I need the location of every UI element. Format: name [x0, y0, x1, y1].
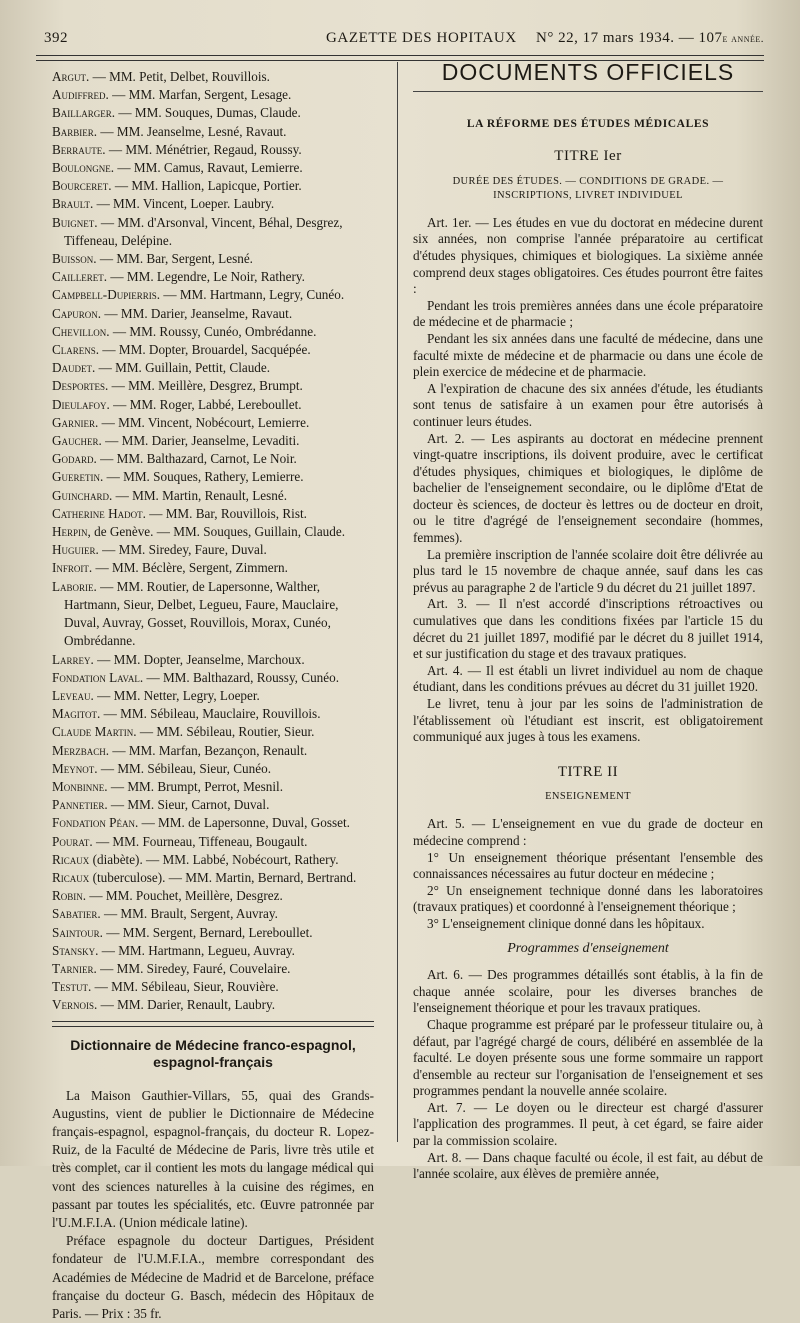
prize-name: Baillarger. — [52, 105, 116, 121]
jury-members: — MM. d'Arsonval, Vincent, Béhal, Desgrez, Tiffeneau, Delépine. — [64, 214, 343, 248]
prize-name: Capuron. — [52, 305, 102, 321]
prize-name: Cailleret. — [52, 269, 108, 285]
jury-entry — [52, 796, 374, 814]
prize-name: Audiffred. — [52, 87, 109, 103]
jury-entry — [52, 468, 374, 486]
jury-members: — MM. Darier, Jeanselme, Levaditi. — [101, 433, 300, 449]
prize-name: Gueretin. — [52, 469, 104, 485]
article-7: Art. 7. — Le doyen ou le directeur est chargé d'assurer l'application des programmes. Il peut, à cet égard, se faire aider par la commission scolaire. — [413, 1099, 763, 1149]
prize-name: Tarnier. — [52, 960, 97, 976]
jury-entry — [52, 905, 374, 923]
prize-name: Chevillon. — [52, 323, 110, 339]
article-1-b: Pendant les trois premières années dans une école préparatoire de médecine et de pharmacie ; — [413, 297, 763, 330]
article-6-b: Chaque programme est préparé par le professeur titulaire ou, à défaut, par l'agrégé chargé de cours, délibéré en assemblée de la faculté. Le doyen présente sous une forme sommaire un rapport d'ensemble au recteur sur l'organisation de l'enseignement et ses programmes pendant la nouvelle année scolaire. — [413, 1016, 763, 1099]
prize-name: Dieulafoy. — [52, 396, 110, 412]
jury-members: — MM. Dopter, Brouardel, Sacquépée. — [99, 342, 311, 358]
article-5-item-1: 1° Un enseignement théorique présentant l'ensemble des connaissances nécessaires au futur docteur en médecine ; — [413, 849, 763, 882]
jury-entry — [52, 559, 374, 577]
jury-entry — [52, 960, 374, 978]
programmes-heading: Programmes d'enseignement — [507, 940, 669, 956]
jury-entry — [52, 432, 374, 450]
jury-entry — [52, 268, 374, 286]
jury-members: — MM. Siredey, Fauré, Couvelaire. — [96, 960, 291, 976]
reform-heading: LA RÉFORME DES ÉTUDES MÉDICALES — [466, 117, 710, 130]
prize-name: Catherine Hadot. — [52, 505, 146, 521]
prize-name: Huguier. — [52, 542, 99, 558]
jury-members: — MM. Siredey, Faure, Duval. — [98, 542, 267, 558]
prize-name: Robin. — [52, 888, 87, 904]
jury-entry — [52, 869, 374, 887]
article-1-d: A l'expiration de chacune des six années d'étude, les étudiants sont tenus de satisfaire à un examen pour être autorisés à continuer leurs études. — [413, 380, 763, 429]
prize-name: Magitot. — [52, 706, 101, 722]
prize-name: Leveau. — [52, 687, 94, 703]
jury-entry — [52, 778, 374, 796]
jury-members: — MM. Dopter, Jeanselme, Marchoux. — [93, 651, 305, 667]
prize-name: Stansky. — [52, 942, 99, 958]
jury-entry — [52, 177, 374, 195]
jury-entry — [52, 742, 374, 760]
prize-name: Larrey. — [52, 651, 94, 667]
jury-entry — [52, 705, 374, 723]
prize-name: Daudet. — [52, 360, 96, 376]
jury-members: — MM. Brumpt, Perrot, Mesnil. — [107, 778, 283, 794]
prize-name: Ricaux — [52, 851, 90, 867]
article-2: Art. 2. — Les aspirants au doctorat en médecine prennent vingt-quatre inscriptions, ils doivent produire, avec le certificat d'études physiques, chimiques et biologiques, le diplôme de bachelier de l'enseignement secondaire, ou le diplôme d'Etat de docteur ès sciences, de docteur ès lettres ou de docteur en droit, ou le titre d'agrégé de l'enseignement secondaire (hommes, femmes). — [413, 430, 763, 546]
jury-entry — [52, 104, 374, 122]
jury-entry — [52, 159, 374, 177]
prize-name: Godard. — [52, 451, 97, 467]
jury-members: — MM. de Lapersonne, Duval, Gosset. — [138, 815, 350, 831]
prize-name: Garnier. — [52, 414, 99, 430]
jury-members: — MM. Darier, Jeanselme, Ravaut. — [101, 305, 293, 321]
titre-1-subheading: DURÉE DES ÉTUDES. — CONDITIONS DE GRADE. — INSCRIPTIONS, LIVRET INDIVIDUEL — [452, 175, 724, 201]
jury-members: — MM. Netter, Legry, Loeper. — [93, 687, 260, 703]
jury-members: — MM. Sieur, Carnot, Duval. — [107, 797, 270, 813]
page-number: 392 — [44, 30, 68, 46]
jury-members: — MM. Hallion, Lapicque, Portier. — [111, 178, 302, 194]
jury-members: — MM. Sébileau, Sieur, Cunéo. — [97, 760, 271, 776]
jury-entry — [52, 924, 374, 942]
prize-name: Argut. — [52, 69, 90, 84]
jury-members: — MM. Ménétrier, Regaud, Roussy. — [105, 141, 302, 157]
prize-name: Testut. — [52, 979, 92, 995]
titre-2-heading: TITRE II — [557, 763, 619, 780]
jury-members: — MM. Fourneau, Tiffeneau, Bougault. — [92, 833, 308, 849]
section-separator — [52, 1021, 374, 1027]
jury-entry — [52, 978, 374, 996]
prize-name: Monbinne. — [52, 778, 108, 794]
jury-members: — MM. Bar, Sergent, Lesné. — [96, 251, 253, 267]
jury-entry — [52, 814, 374, 832]
prize-name: Meynot. — [52, 760, 98, 776]
issue-info: N° 22, 17 mars 1934. — 107e année. — [536, 30, 764, 46]
prize-name: Laborie. — [52, 578, 97, 594]
jury-members: — MM. Camus, Ravaut, Lemierre. — [114, 160, 303, 176]
jury-entry — [52, 214, 374, 250]
jury-members: — MM. Balthazard, Carnot, Le Noir. — [96, 451, 297, 467]
jury-members: — MM. Béclère, Sergent, Zimmern. — [92, 560, 288, 576]
jury-members: — MM. Brault, Sergent, Auvray. — [100, 906, 278, 922]
jury-members: — MM. Petit, Delbet, Rouvillois. — [89, 69, 270, 84]
jury-entry — [52, 323, 374, 341]
jury-members: (tuberculose). — MM. Martin, Bernard, Bertrand. — [89, 869, 357, 885]
jury-members: — MM. Hartmann, Legry, Cunéo. — [160, 287, 345, 303]
jury-entry — [52, 414, 374, 432]
article-1: Art. 1er. — Les études en vue du doctorat en médecine durent six années, non comprise l'année préparatoire au certificat d'études physiques, chimiques et biologiques. La sixième année comprend deux stages obligatoires. Ces études pourront être faites : — [413, 214, 763, 297]
jury-entry — [52, 833, 374, 851]
dictionary-paragraph: La Maison Gauthier-Villars, 55, quai des Grands-Augustins, vient de publier le Dictionnaire de Médecine français-espagnol, espagnol-français, du docteur R. Lopez-Ruiz, de la Faculté de Médecine de Paris, livre très utile et très complet, car il contient les mots du langage médical qui vont des sciences naturelles à la cuisine des régimes, en passant par toutes les spécialités, etc. Œuvre patronnée par l'U.M.F.I.A. (Union médicale latine). — [52, 1087, 374, 1230]
jury-entry — [52, 669, 374, 687]
jury-entry — [52, 341, 374, 359]
prize-name: Bourceret. — [52, 178, 112, 194]
jury-entry — [52, 250, 374, 268]
prize-name: Buignet. — [52, 214, 98, 230]
section-title: DOCUMENTS OFFICIELS — [441, 59, 735, 85]
jury-entry — [52, 723, 374, 741]
article-2-b: La première inscription de l'année scolaire doit être délivrée au plus tard le 15 novembre de chaque année, sauf dans les cas prévus au paragraphe 2 de l'article 9 du décret du 21 juillet 1897. — [413, 546, 763, 595]
jury-entry — [52, 760, 374, 778]
jury-entry — [52, 450, 374, 468]
prize-name: Saintour. — [52, 924, 103, 940]
prize-name: Buisson. — [52, 251, 97, 267]
jury-entry — [52, 286, 374, 304]
jury-members: — MM. Balthazard, Roussy, Cunéo. — [143, 669, 339, 685]
article-5-item-2: 2° Un enseignement technique donné dans les laboratoires (travaux pratiques) et coordonné à l'enseignement théorique ; — [413, 882, 763, 915]
prize-name: Pannetier. — [52, 797, 108, 813]
jury-members: — MM. Guillain, Pettit, Claude. — [95, 360, 271, 376]
jury-entry — [52, 505, 374, 523]
titre-2-subheading: ENSEIGNEMENT — [545, 791, 631, 803]
prize-name: Berraute. — [52, 141, 106, 157]
jury-members: — MM. Pouchet, Meillère, Desgrez. — [86, 888, 283, 904]
jury-entry — [52, 541, 374, 559]
prize-name: Fondation Laval. — [52, 669, 144, 685]
left-column — [52, 68, 374, 1323]
jury-members: — MM. Martin, Renault, Lesné. — [112, 487, 288, 503]
jury-entry — [52, 942, 374, 960]
jury-members: — MM. Meillère, Desgrez, Brumpt. — [108, 378, 303, 394]
prize-name: Gaucher. — [52, 433, 102, 449]
jury-members: — MM. Jeanselme, Lesné, Ravaut. — [97, 123, 287, 139]
prize-name: Barbier. — [52, 123, 98, 139]
prize-name: Campbell-Dupierris. — [52, 287, 161, 303]
jury-entry — [52, 68, 374, 86]
jury-members: — MM. Legendre, Le Noir, Rathery. — [107, 269, 305, 285]
jury-members: — MM. Sébileau, Sieur, Rouvière. — [91, 979, 279, 995]
dictionary-preface-paragraph: Préface espagnole du docteur Dartigues, Président fondateur de l'U.M.F.I.A., membre correspondant des Académies de Médecine de Madrid et de Barcelone, préface française du docteur G. Basch, médecin des Hôpitaux de Paris. — Prix : 35 fr. — [52, 1233, 374, 1321]
prize-name: Claude Martin. — [52, 724, 137, 740]
jury-members: — MM. Sébileau, Mauclaire, Rouvillois. — [100, 706, 321, 722]
jury-members: — MM. Roussy, Cunéo, Ombrédanne. — [109, 323, 317, 339]
titre-1-heading: TITRE Ier — [554, 148, 622, 165]
article-4: Art. 4. — Il est établi un livret individuel au nom de chaque étudiant, dans les conditions prévues au décret du 31 juillet 1920. — [413, 662, 763, 695]
jury-entry — [52, 195, 374, 213]
prize-name: Brault. — [52, 196, 94, 212]
running-header — [36, 30, 764, 52]
jury-entry — [52, 377, 374, 395]
prize-name: Merzbach. — [52, 742, 110, 758]
right-column — [413, 59, 763, 1183]
jury-entry — [52, 359, 374, 377]
jury-entry — [52, 687, 374, 705]
jury-entry — [52, 523, 374, 541]
prize-name: Desportes. — [52, 378, 109, 394]
jury-members: — MM. Souques, Rathery, Lemierre. — [103, 469, 304, 485]
column-divider — [397, 62, 398, 1142]
prize-name: Guinchard. — [52, 487, 113, 503]
journal-title: GAZETTE DES HOPITAUX — [326, 30, 517, 46]
article-5-item-3: 3° L'enseignement clinique donné dans les hôpitaux. — [427, 915, 705, 931]
jury-members: — MM. Sergent, Bernard, Lereboullet. — [102, 924, 313, 940]
jury-members: — MM. Vincent, Nobécourt, Lemierre. — [98, 414, 310, 430]
article-5-list — [413, 850, 763, 933]
article-1-c: Pendant les six années dans une faculté de médecine, dans une faculté mixte de médecine et de pharmacie ou dans une école de plein exercice de médecine et de pharmacie. — [413, 330, 763, 380]
jury-entry — [52, 651, 374, 669]
jury-entry — [52, 487, 374, 505]
article-6: Art. 6. — Des programmes détaillés sont établis, à la fin de chaque année scolaire, pour les diverses branches de l'enseignement théorique et pour les travaux pratiques. — [413, 967, 763, 1016]
jury-members: , de Genève. — MM. Souques, Guillain, Claude. — [87, 524, 346, 540]
jury-members: — MM. Marfan, Sergent, Lesage. — [108, 87, 292, 103]
jury-members: — MM. Hartmann, Legueu, Auvray. — [98, 942, 295, 958]
dictionary-heading: Dictionnaire de Médecine franco-espagnol, espagnol-français — [70, 1036, 356, 1070]
prize-name: Pourat. — [52, 833, 93, 849]
jury-members: — MM. Routier, de Lapersonne, Walther, Hartmann, Sieur, Delbet, Legueu, Faure, Mauclaire, Duval, Auvray, Gosset, Rouvillois, Morax, Cunéo, Ombrédanne. — [64, 578, 339, 649]
prize-name: Boulongne. — [52, 160, 115, 176]
jury-entry — [52, 305, 374, 323]
prize-name: Sabatier. — [52, 906, 101, 922]
prize-name: Ricaux — [52, 869, 90, 885]
title-rule — [413, 91, 763, 92]
jury-entry — [52, 123, 374, 141]
jury-members: — MM. Marfan, Bezançon, Renault. — [109, 742, 308, 758]
jury-members: — MM. Darier, Renault, Laubry. — [97, 997, 276, 1013]
prize-name: Herpin — [52, 524, 88, 540]
jury-entry — [52, 996, 374, 1014]
jury-members: — MM. Roger, Labbé, Lereboullet. — [109, 396, 302, 412]
article-3: Art. 3. — Il n'est accordé d'inscriptions rétroactives ou cumulatives que dans les conditions fixées par l'article 15 du décret du 21 juillet 1897, modifié par le décret du 8 juillet 1914, et sur justification du stage et des travaux pratiques. — [413, 596, 763, 662]
prize-name: Infroit. — [52, 560, 93, 576]
article-5: Art. 5. — L'enseignement en vue du grade de docteur en médecine comprend : — [413, 816, 763, 848]
prize-name: Vernois. — [52, 997, 98, 1013]
article-8: Art. 8. — Dans chaque faculté ou école, il est fait, au début de l'année scolaire, aux élèves de première année, — [413, 1149, 763, 1182]
jury-members: (diabète). — MM. Labbé, Nobécourt, Rathery. — [89, 851, 339, 867]
jury-entry — [52, 578, 374, 651]
prize-name: Clarens. — [52, 342, 100, 358]
jury-entry — [52, 86, 374, 104]
jury-entry — [52, 887, 374, 905]
jury-entry — [52, 396, 374, 414]
jury-list — [52, 68, 374, 1015]
jury-members: — MM. Bar, Rouvillois, Rist. — [145, 505, 307, 521]
jury-members: — MM. Sébileau, Routier, Sieur. — [136, 724, 315, 740]
article-4-b: Le livret, tenu à jour par les soins de l'administration de l'établissement où l'étudiant est inscrit, est obligatoirement communiqué aux juges à tous les examens. — [413, 696, 763, 745]
jury-entry — [52, 851, 374, 869]
prize-name: Fondation Péan. — [52, 815, 139, 831]
jury-members: — MM. Vincent, Loeper. Laubry. — [93, 196, 275, 212]
jury-entry — [52, 141, 374, 159]
jury-members: — MM. Souques, Dumas, Claude. — [115, 105, 301, 121]
